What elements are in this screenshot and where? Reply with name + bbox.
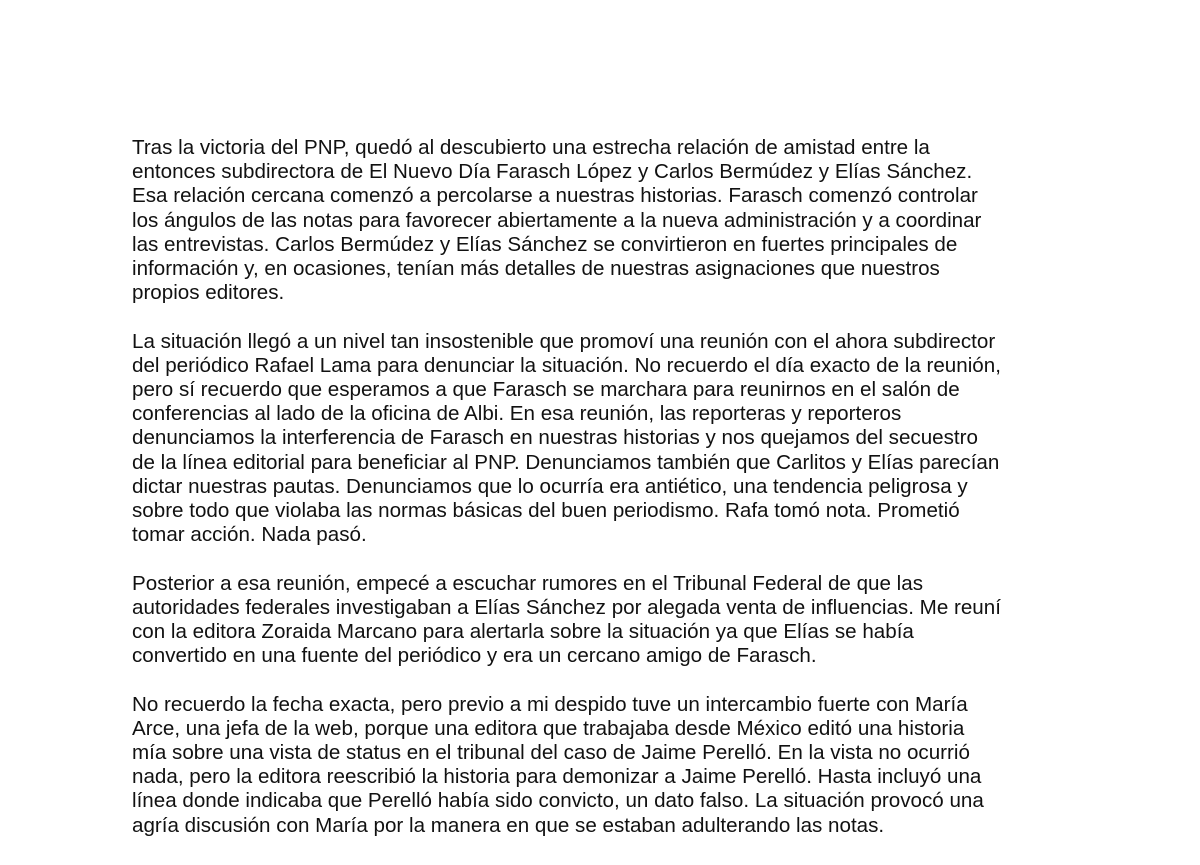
text-line: los ángulos de las notas para favorecer abiertamente a la nueva administración y a coordinar	[132, 208, 982, 232]
text-line: conferencias al lado de la oficina de Albi. En esa reunión, las reporteras y reporteros	[132, 402, 902, 426]
text-line: las entrevistas. Carlos Bermúdez y Elías Sánchez se convirtieron en fuertes principales de	[132, 232, 958, 256]
text-line: dictar nuestras pautas. Denunciamos que lo ocurría era antiético, una tendencia peligrosa y	[132, 474, 968, 498]
text-line: mía sobre una vista de status en el tribunal del caso de Jaime Perelló. En la vista no ocurrió	[132, 741, 970, 765]
text-line: convertido en una fuente del periódico y era un cercano amigo de Farasch.	[132, 644, 817, 668]
text-line: pero sí recuerdo que esperamos a que Farasch se marchara para reunirnos en el salón de	[132, 378, 960, 402]
text-line: Tras la victoria del PNP, quedó al descubierto una estrecha relación de amistad entre la	[132, 136, 930, 159]
text-line: línea donde indicaba que Perelló había sido convicto, un dato falso. La situación provocó una	[132, 789, 984, 813]
text-line: propios editores.	[132, 281, 285, 305]
paragraph-2	[132, 330, 1092, 548]
text-line: No recuerdo la fecha exacta, pero previo a mi despido tuve un intercambio fuerte con María	[132, 692, 968, 716]
text-line: de la línea editorial para beneficiar al PNP. Denunciamos también que Carlitos y Elías parecían	[132, 450, 1000, 474]
text-line: Esa relación cercana comenzó a percolarse a nuestras historias. Farasch comenzó controlar	[132, 184, 978, 208]
text-line: agría discusión con María por la manera en que se estaban adulterando las notas.	[132, 813, 885, 837]
text-line: tomar acción. Nada pasó.	[132, 523, 367, 547]
text-line: denunciamos la interferencia de Farasch en nuestras historias y nos quejamos del secuestro	[132, 426, 978, 450]
text-line: Posterior a esa reunión, empecé a escuchar rumores en el Tribunal Federal de que las	[132, 571, 924, 595]
text-line: Arce, una jefa de la web, porque una editora que trabajaba desde México editó una historia	[132, 716, 965, 740]
text-line: autoridades federales investigaban a Elías Sánchez por alegada venta de influencias. Me reuní	[132, 595, 1001, 619]
paragraph-3	[132, 572, 1092, 669]
document-body	[132, 136, 1092, 862]
paragraph-1	[132, 136, 1092, 305]
text-line: con la editora Zoraida Marcano para alertarla sobre la situación ya que Elías se había	[132, 620, 914, 644]
text-line: entonces subdirectora de El Nuevo Día Farasch López y Carlos Bermúdez y Elías Sánchez.	[132, 160, 973, 184]
text-line: La situación llegó a un nivel tan insostenible que promoví una reunión con el ahora subdirector	[132, 329, 996, 353]
text-line: del periódico Rafael Lama para denunciar la situación. No recuerdo el día exacto de la reunión,	[132, 353, 1001, 377]
text-line: nada, pero la editora reescribió la historia para demonizar a Jaime Perelló. Hasta incluyó una	[132, 765, 982, 789]
paragraph-4	[132, 693, 1092, 838]
text-line: sobre todo que violaba las normas básicas del buen periodismo. Rafa tomó nota. Prometió	[132, 499, 960, 523]
text-line: información y, en ocasiones, tenían más detalles de nuestras asignaciones que nuestros	[132, 257, 940, 281]
